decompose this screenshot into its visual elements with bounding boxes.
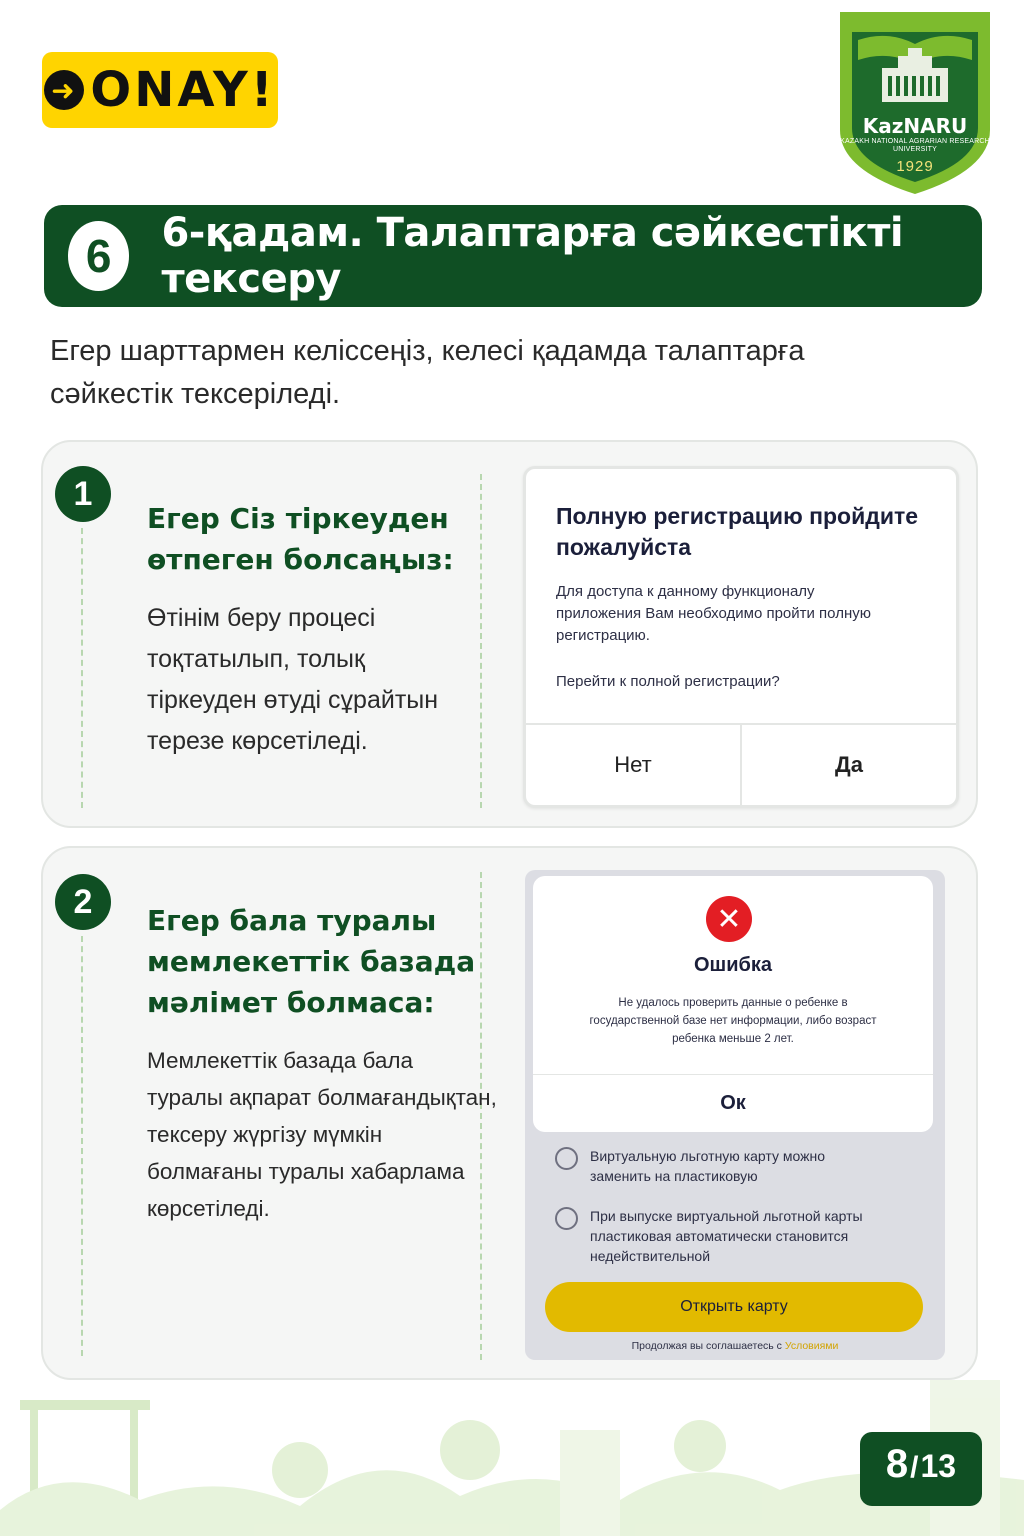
app-screen (525, 870, 945, 1360)
radio-button[interactable] (555, 1147, 578, 1170)
dialog-title-line: Полную регистрацию пройдите (556, 503, 919, 529)
card-heading-line: мемлекеттік базада (147, 945, 476, 978)
intro-line-1: Егер шарттармен келіссеңіз, келесі қадамда талаптарға (50, 335, 805, 367)
card-body-line: тоқтатылып, толық (147, 645, 365, 673)
card-body-line: терезе көрсетіледі. (147, 727, 368, 755)
card-heading (147, 498, 454, 580)
page-separator: / (910, 1451, 919, 1484)
error-x-icon: ✕ (706, 896, 752, 942)
arrow-right-icon: ➜ (44, 70, 84, 110)
card-no-child-data (41, 846, 978, 1380)
dialog-text-line: приложения Вам необходимо пройти полную (556, 605, 871, 622)
radio-button[interactable] (555, 1207, 578, 1230)
dialog-buttons (526, 723, 956, 805)
terms-label: Продолжая вы соглашаетесь с (631, 1340, 782, 1352)
onay-logo-text: ONAY! (90, 62, 276, 118)
no-button[interactable]: Нет (526, 725, 742, 805)
option-label-line: При выпуске виртуальной льготной карты (590, 1208, 863, 1224)
card-body-line: тіркеуден өтуді сұрайтын (147, 686, 439, 714)
onay-logo (42, 52, 278, 128)
card-badge: 1 (55, 466, 111, 522)
error-text-line: ребенка меньше 2 лет. (672, 1033, 794, 1045)
card-heading (147, 900, 475, 1023)
option-label (590, 1206, 900, 1266)
registration-dialog (523, 466, 959, 808)
dialog-text-line: регистрацию. (556, 627, 650, 644)
dialog-question: Перейти к полной регистрации? (556, 673, 780, 690)
option-label (590, 1146, 900, 1186)
card-body-line: тексеру жүргізу мүмкін (147, 1122, 383, 1147)
open-card-button[interactable]: Открыть карту (545, 1282, 923, 1332)
step-title: 6-қадам. Талаптарға сәйкестікті тексеру (161, 210, 904, 302)
card-heading-line: Егер Сіз тіркеуден (147, 502, 449, 535)
card-heading-line: Егер бала туралы (147, 904, 437, 937)
card-badge: 2 (55, 874, 111, 930)
page-counter (860, 1432, 982, 1506)
dialog-title-line: пожалуйста (556, 534, 692, 560)
yes-button[interactable]: Да (835, 752, 863, 777)
step-number: 6 (68, 221, 129, 291)
kaznaru-logo (838, 10, 992, 196)
error-dialog (533, 876, 933, 1132)
ok-button[interactable]: Ок (533, 1074, 933, 1132)
option-label-line: заменить на пластиковую (590, 1168, 758, 1184)
terms-link[interactable]: Условиями (784, 1340, 839, 1352)
dialog-title (556, 501, 936, 563)
dashed-divider (480, 474, 482, 808)
option-label-line: пластиковая автоматически становится (590, 1228, 849, 1244)
error-title: Ошибка (693, 954, 772, 976)
option-label-line: недействительной (590, 1248, 711, 1264)
card-body-line: Өтінім беру процесі (147, 604, 376, 632)
card-body-line: Мемлекеттік базада бала (147, 1048, 414, 1073)
kaznaru-year: 1929 (896, 158, 934, 175)
intro-text (50, 330, 950, 416)
card-body-line: болмағаны туралы хабарлама (147, 1159, 465, 1184)
card-body (147, 1042, 497, 1227)
step-banner (44, 205, 982, 307)
card-heading-line: мәлімет болмаса: (147, 986, 435, 1019)
option-label-line: Виртуальную льготную карту можно (590, 1148, 825, 1164)
option-row[interactable] (555, 1206, 900, 1266)
error-text (563, 994, 903, 1048)
card-not-registered (41, 440, 978, 828)
card-body (147, 598, 438, 762)
card-body-line: көрсетіледі. (147, 1196, 270, 1221)
dashed-divider (81, 936, 83, 1356)
total-pages: 13 (920, 1448, 957, 1484)
error-text-line: Не удалось проверить данные о ребенке в (618, 997, 848, 1009)
dialog-text (556, 581, 926, 647)
option-row[interactable] (555, 1146, 900, 1186)
kaznaru-subtitle: KAZAKH NATIONAL AGRARIAN RESEARCH UNIVERSITY (840, 138, 990, 153)
error-text-line: государственной базе нет информации, либо возраст (589, 1015, 877, 1027)
current-page: 8 (885, 1442, 909, 1486)
card-body-line: туралы ақпарат болмағандықтан, (147, 1085, 497, 1110)
kaznaru-name: KazNARU (862, 114, 968, 138)
dashed-divider (81, 528, 83, 808)
card-heading-line: өтпеген болсаңыз: (147, 543, 454, 576)
terms-text (525, 1340, 945, 1352)
intro-line-2: сәйкестік тексеріледі. (50, 378, 341, 410)
dialog-text-line: Для доступа к данному функционалу (556, 583, 815, 600)
